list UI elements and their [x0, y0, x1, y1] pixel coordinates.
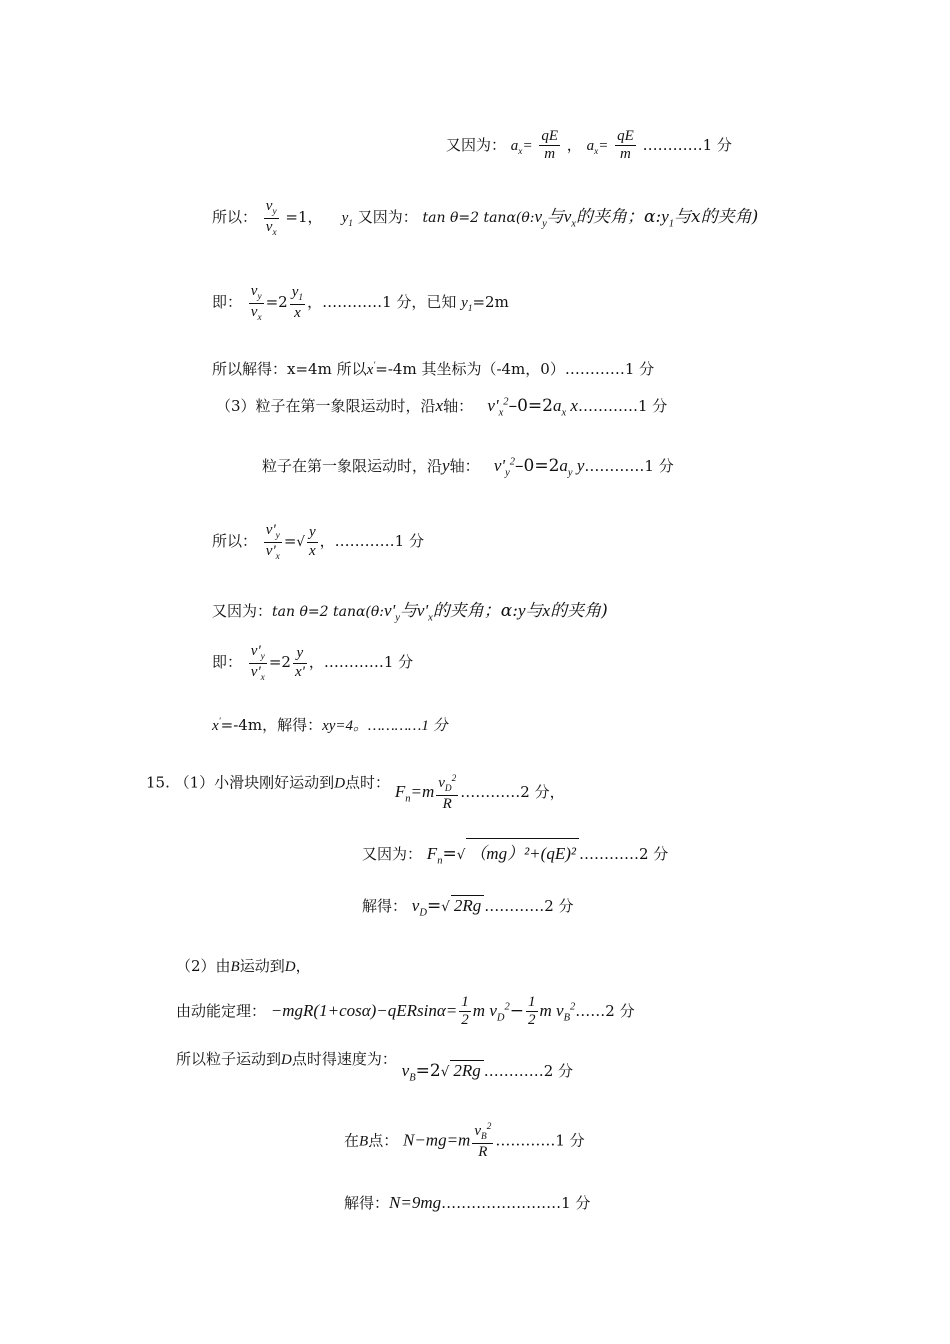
question-number: 15.: [146, 773, 170, 792]
q15-part1: 15. （1）小滑块刚好运动到D点时： $F_n=m$ $\frac{v_D^2}{R}$ …………2 分，: [146, 773, 565, 812]
line-ratio2: 所以： $\frac{v'_y}{v'_x}$ =√ $\frac{y}{x}$ ，…………1 分: [212, 522, 424, 562]
line-tan3: 即： $\frac{v'_y}{v'_x}$ =2 $\frac{y}{x'}$ ，…………1 分: [212, 643, 414, 683]
line-tan: 即： $\frac{v_y}{v_x}$ =2 $\frac{y_1}{x}$ ，…………1 分，已知 $y_1=2m$: [212, 283, 509, 323]
q15-fn: 又因为： $F_n=√$ （mg）²+(qE)² …………2 分: [362, 838, 668, 866]
fraction: $\frac{qE}{m}$: [617, 128, 634, 163]
q15-b-point: 在B点： N−mg=m $\frac{v_B^2}{R}$ …………1 分: [344, 1122, 585, 1160]
line-ratio: 所以： $\frac{v_y}{v_x}$ =1， $y_1$ 又因为： tan θ=2 $\tan\alpha(\theta:v_y$与$v_x$的夹角；$\alpha:y_1$与x的夹角): [212, 198, 759, 238]
text: 又因为：: [446, 135, 507, 154]
q15-vd: 解得： $v_D=√$ 2Rg …………2 分: [362, 896, 574, 919]
line-result: x'=-4m，解得：xy=4。…………1 分: [212, 716, 448, 734]
q15-vb: 所以粒子运动到D点时得速度为： $v_B=2√$ 2Rg …………2 分: [176, 1050, 574, 1084]
line-part3-y: 粒子在第一象限运动时，沿y轴： $v'_y^2-0=2a_y$ y…………1 分: [262, 456, 674, 479]
line-accel: 又因为： $a_x=$ $\frac{qE}{m}$ ， $a_x=$ $\frac{qE}{m}$ …………1 分: [446, 128, 732, 163]
fraction: $\frac{v_y}{v_x}$: [265, 198, 277, 238]
line-tan2: 又因为：tan θ=2 $\tan\alpha(\theta:v'_y$与$v'_x$的夹角；α:y与x的夹角): [212, 601, 608, 624]
line-part3-x: （3）粒子在第一象限运动时，沿x轴： $v'_x^2-0=2a_x$ x…………1 分: [216, 396, 668, 419]
q15-part2: （2）由B运动到D，: [176, 957, 311, 975]
q15-result: 解得：N=9mg……………………1 分: [344, 1193, 591, 1212]
q15-energy: 由动能定理： −mgR(1+cosα)−qERsinα= $\frac{1}{2}$ m $v_D^2-$ $\frac{1}{2}$ m $v_B^2\dots\dots 2$ 分: [176, 994, 635, 1029]
line-solve: 所以解得：x=4m 所以x'=-4m 其坐标为（-4m，0）…………1 分: [212, 360, 655, 378]
fraction: $\frac{qE}{m}$: [541, 128, 559, 163]
